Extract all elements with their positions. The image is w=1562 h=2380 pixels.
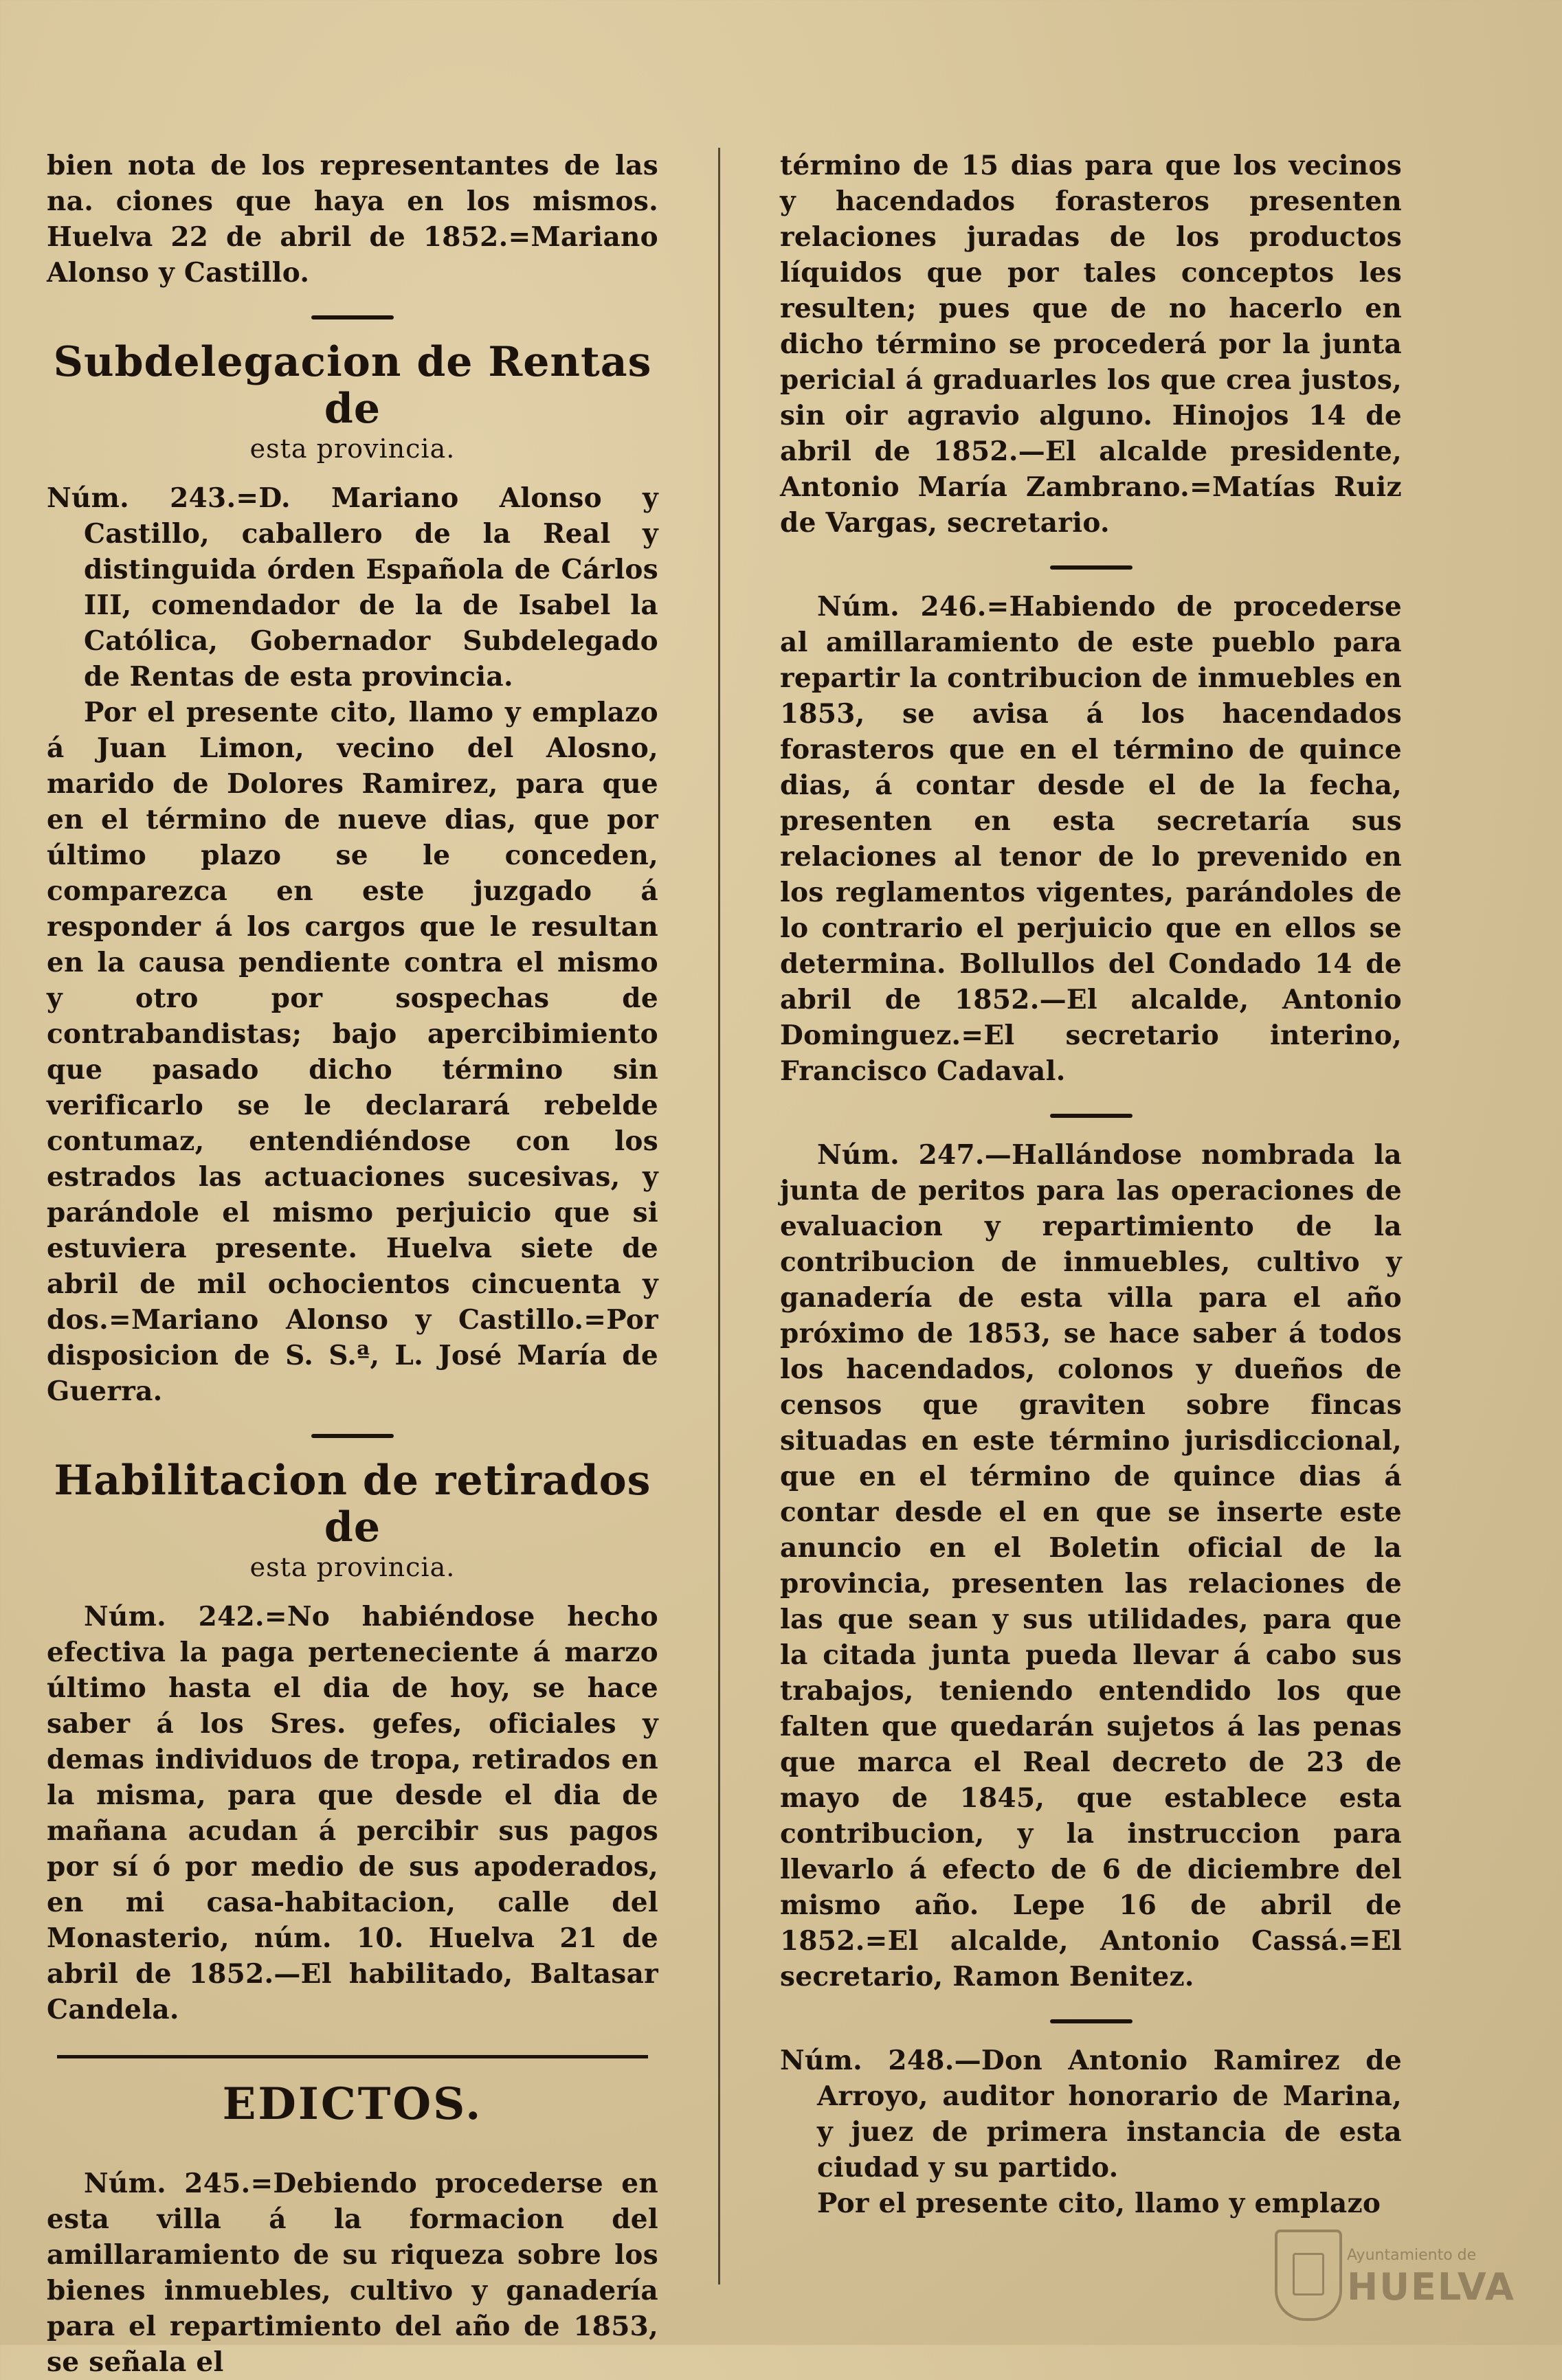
section-divider <box>1050 565 1133 570</box>
notice-248-heading: Núm. 248.—Don Antonio Ramirez de Arroyo, auditor honorario de Marina, y juez de primera instancia de esta ciudad y su partido. <box>780 2045 1402 2183</box>
section-divider <box>311 1434 394 1438</box>
notice-246: Núm. 246.=Habiendo de procederse al amillaramiento de este pueblo para repartir la contribucion de inmuebles en 1853, se avisa á los hacendados forasteros que en el término de quince dias, á contar desde el de la fecha, presenten en esta secretaría sus relaciones al tenor de lo prevenido en los reglamentos vigentes, parándoles de lo contrario el perjuicio que en ellos se determina. Bollullos del Condado 14 de abril de 1852.—El alcalde, Antonio Dominguez.=El secretario interino, Francisco Cadaval. <box>780 591 1402 1087</box>
coat-of-arms-inner <box>1293 2253 1324 2295</box>
notice-242-body: Núm. 242.=No habiéndose hecho efectiva la paga perteneciente á marzo último hasta el dia de hoy, se hace saber á los Sres. gefes, oficiales y demas individuos de tropa, retirados en la misma, para que desde el dia de mañana acudan á percibir sus pagos por sí ó por medio de sus apoderados, en mi casa-habitacion, calle del Monasterio, núm. 10. Huelva 21 de abril de 1852.—El habilitado, Baltasar Candela. <box>47 1601 658 2025</box>
notice-248-body: Por el presente cito, llamo y emplazo <box>817 2188 1381 2219</box>
watermark-small-text: Ayuntamiento de <box>1347 2247 1477 2264</box>
notice-245-end: término de 15 dias para que los vecinos y hacendados forasteros presenten relaciones juradas de los productos líquidos que por tales conceptos les resulten; pues que de no hacerlo en dicho término se procederá por la junta pericial á graduarles los que crea justos, sin oir agravio alguno. Hinojos 14 de abril de 1852.—El alcalde presidente, Antonio María Zambrano.=Matías Ruiz de Vargas, secretario. <box>780 150 1402 539</box>
section-subtitle-habilitacion: esta provincia. <box>249 1552 456 1582</box>
section-divider <box>1050 2019 1133 2023</box>
watermark-big-text: HUELVA <box>1347 2265 1515 2309</box>
notice-245-start: Núm. 245.=Debiendo procederse en esta villa á la formacion del amillaramiento de su riqueza sobre los bienes inmuebles, cultivo y ganadería para el repartimiento del año de 1853, se señala el <box>47 2168 658 2378</box>
continuation-text: bien nota de los representantes de las na. ciones que haya en los mismos. Huelva 22 de abril de 1852.=Mariano Alonso y Castillo. <box>47 150 658 289</box>
left-column <box>47 148 658 2380</box>
notice-243-heading: Núm. 243.=D. Mariano Alonso y Castillo, caballero de la Real y distinguida órden Española de Cárlos III, comendador de la de Isabel la Católica, Gobernador Subdelegado de Rentas de esta provincia. <box>47 482 658 693</box>
section-subtitle-rentas: esta provincia. <box>249 434 456 464</box>
section-title-rentas: Subdelegacion de Rentas de <box>53 338 652 433</box>
column-divider <box>718 148 720 2284</box>
section-divider <box>1050 1114 1133 1118</box>
right-column <box>780 148 1402 2221</box>
edictos-heading: EDICTOS. <box>222 2078 483 2130</box>
section-title-habilitacion: Habilitacion de retirados de <box>54 1457 651 1551</box>
edictos-rule <box>57 2055 648 2058</box>
notice-243-body: Por el presente cito, llamo y emplazo á Juan Limon, vecino del Alosno, marido de Dolores Ramirez, para que en el término de nueve dias, que por último plazo se le conceden, comparezca en este juzgado á responder á los cargos que le resultan en la causa pendiente contra el mismo y otro por sospechas de contrabandistas; bajo apercibimiento que pasado dicho término sin verificarlo se le declarará rebelde contumaz, entendiéndose con los estrados las actuaciones sucesivas, y parándole el mismo perjuicio que si estuviera presente. Huelva siete de abril de mil ochocientos cincuenta y dos.=Mariano Alonso y Castillo.=Por disposicion de S. S.ª, L. José María de Guerra. <box>47 697 658 1407</box>
notice-247: Núm. 247.—Hallándose nombrada la junta de peritos para las operaciones de evaluacion y repartimiento de la contribucion de inmuebles, cultivo y ganadería de esta villa para el año próximo de 1853, se hace saber á todos los hacendados, colonos y dueños de censos que graviten sobre fincas situadas en este término jurisdiccional, que en el término de quince dias á contar desde el en que se inserte este anuncio en el Boletin oficial de la provincia, presenten las relaciones de las que sean y sus utilidades, para que la citada junta pueda llevar á cabo sus trabajos, teniendo entendido los que falten que quedarán sujetos á las penas que marca el Real decreto de 23 de mayo de 1845, que establece esta contribucion, y la instruccion para llevarlo á efecto de 6 de diciembre del mismo año. Lepe 16 de abril de 1852.=El alcalde, Antonio Cassá.=El secretario, Ramon Benitez. <box>780 1139 1402 1992</box>
coat-of-arms-icon <box>1275 2230 1342 2321</box>
section-divider <box>311 315 394 319</box>
huelva-watermark-logo <box>1275 2216 1515 2333</box>
